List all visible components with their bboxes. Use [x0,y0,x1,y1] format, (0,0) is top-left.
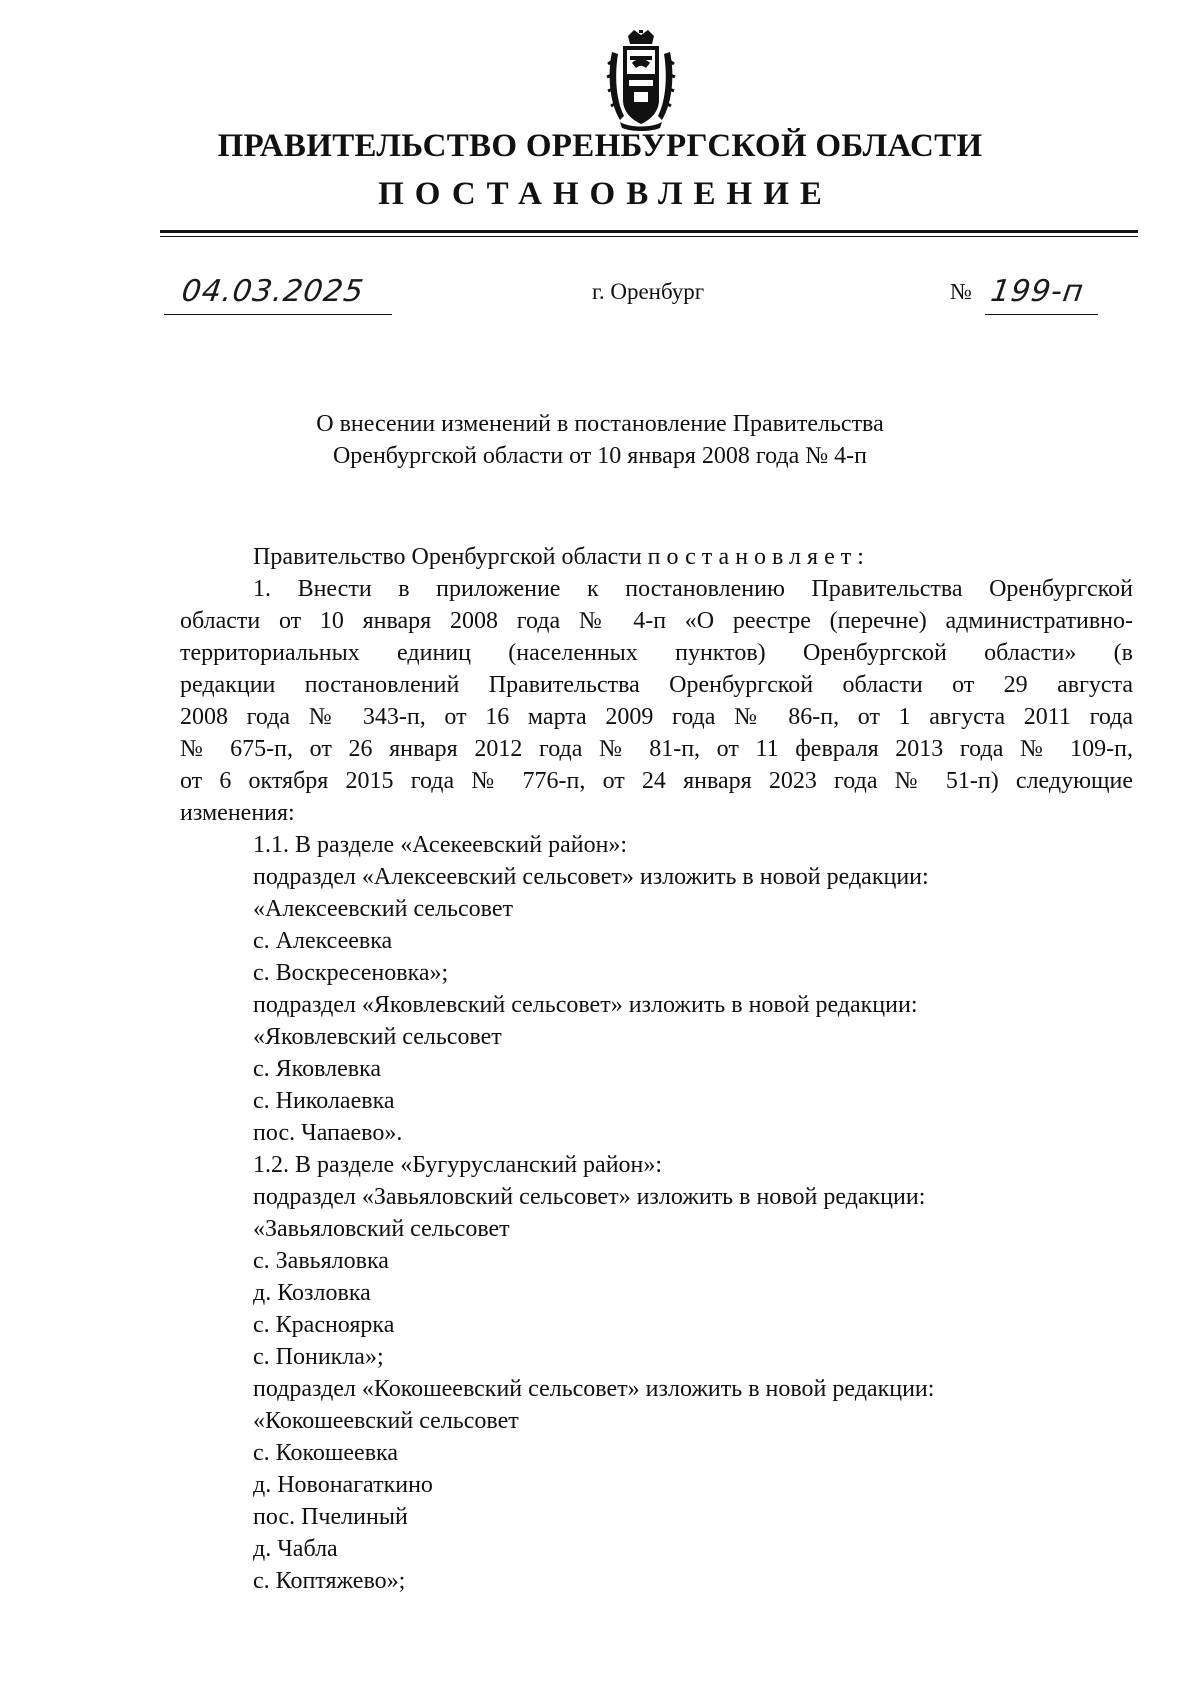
list-item: подраздел «Кокошеевский сельсовет» изложить в новой редакции: [253,1376,935,1402]
city-label: г. Оренбург [592,279,705,304]
paragraph-line: от 6 октября 2015 года № 776-п, от 24 января 2023 года № 51-п) следующие [180,768,1133,794]
list-item: с. Кокошеевка [253,1440,398,1466]
date-field [164,270,392,315]
list-item: подраздел «Завьяловский сельсовет» изложить в новой редакции: [253,1184,926,1210]
list-item: пос. Пчелиный [253,1504,408,1530]
list-item: с. Поникла»; [253,1344,384,1370]
header-divider-thick [160,230,1138,233]
list-item: подраздел «Яковлевский сельсовет» изложить в новой редакции: [253,992,918,1018]
number-field [985,270,1098,315]
list-item: с. Николаевка [253,1088,395,1114]
list-item: «Алексеевский сельсовет [253,896,513,922]
list-item: с. Завьяловка [253,1248,389,1274]
list-item: пос. Чапаево». [253,1120,403,1146]
number-label: № [950,279,972,304]
document-body [180,541,1133,1597]
handwritten-number: 199-п [988,274,1087,309]
paragraph-line: 1. Внести в приложение к постановлению Правительства Оренбургской [253,576,1133,602]
paragraph-line: редакции постановлений Правительства Оренбургской области от 29 августа [180,672,1133,698]
subject-line: Оренбургской области от 10 января 2008 года № 4-п [332,443,868,469]
paragraph-line: № 675-п, от 26 января 2012 года № 81-п, от 11 февраля 2013 года № 109-п, [180,736,1133,762]
list-item: с. Коптяжево»; [253,1568,406,1594]
intro-prefix: Правительство Оренбургской области [253,544,642,570]
list-item: «Яковлевский сельсовет [253,1024,502,1050]
paragraph-line: области от 10 января 2008 года № 4-п «О реестре (перечне) административно- [180,608,1133,634]
header-divider-thin [160,236,1138,237]
list-item: с. Алексеевка [253,928,393,954]
handwritten-date: 04.03.2025 [179,274,367,309]
list-item: с. Красноярка [253,1312,395,1338]
subject-line: О внесении изменений в постановление Правительства [316,411,884,437]
list-item: 1.1. В разделе «Асекеевский район»: [253,832,628,858]
paragraph-line: 2008 года № 343-п, от 16 марта 2009 года № 86-п, от 1 августа 2011 года [180,704,1133,730]
list-item: д. Чабла [253,1536,338,1562]
list-item: с. Яковлевка [253,1056,382,1082]
intro-verb: постановляет: [647,544,870,570]
list-item: «Завьяловский сельсовет [253,1216,510,1242]
document-subject [0,408,1200,472]
list-item: с. Воскресеновка»; [253,960,449,986]
list-item: 1.2. В разделе «Бугурусланский район»: [253,1152,663,1178]
list-item: д. Козловка [253,1280,371,1306]
intro-line [180,541,1133,573]
paragraph-line: изменения: [180,800,295,826]
document-type-title: ПОСТАНОВЛЕНИЕ [378,176,833,212]
paragraph-line: территориальных единиц (населенных пунктов) Оренбургской области» (в [180,640,1133,666]
list-item: подраздел «Алексеевский сельсовет» изложить в новой редакции: [253,864,929,890]
list-item: д. Новонагаткино [253,1472,433,1498]
government-title: ПРАВИТЕЛЬСТВО ОРЕНБУРГСКОЙ ОБЛАСТИ [217,128,983,164]
list-item: «Кокошеевский сельсовет [253,1408,519,1434]
coat-of-arms-icon [606,30,676,132]
